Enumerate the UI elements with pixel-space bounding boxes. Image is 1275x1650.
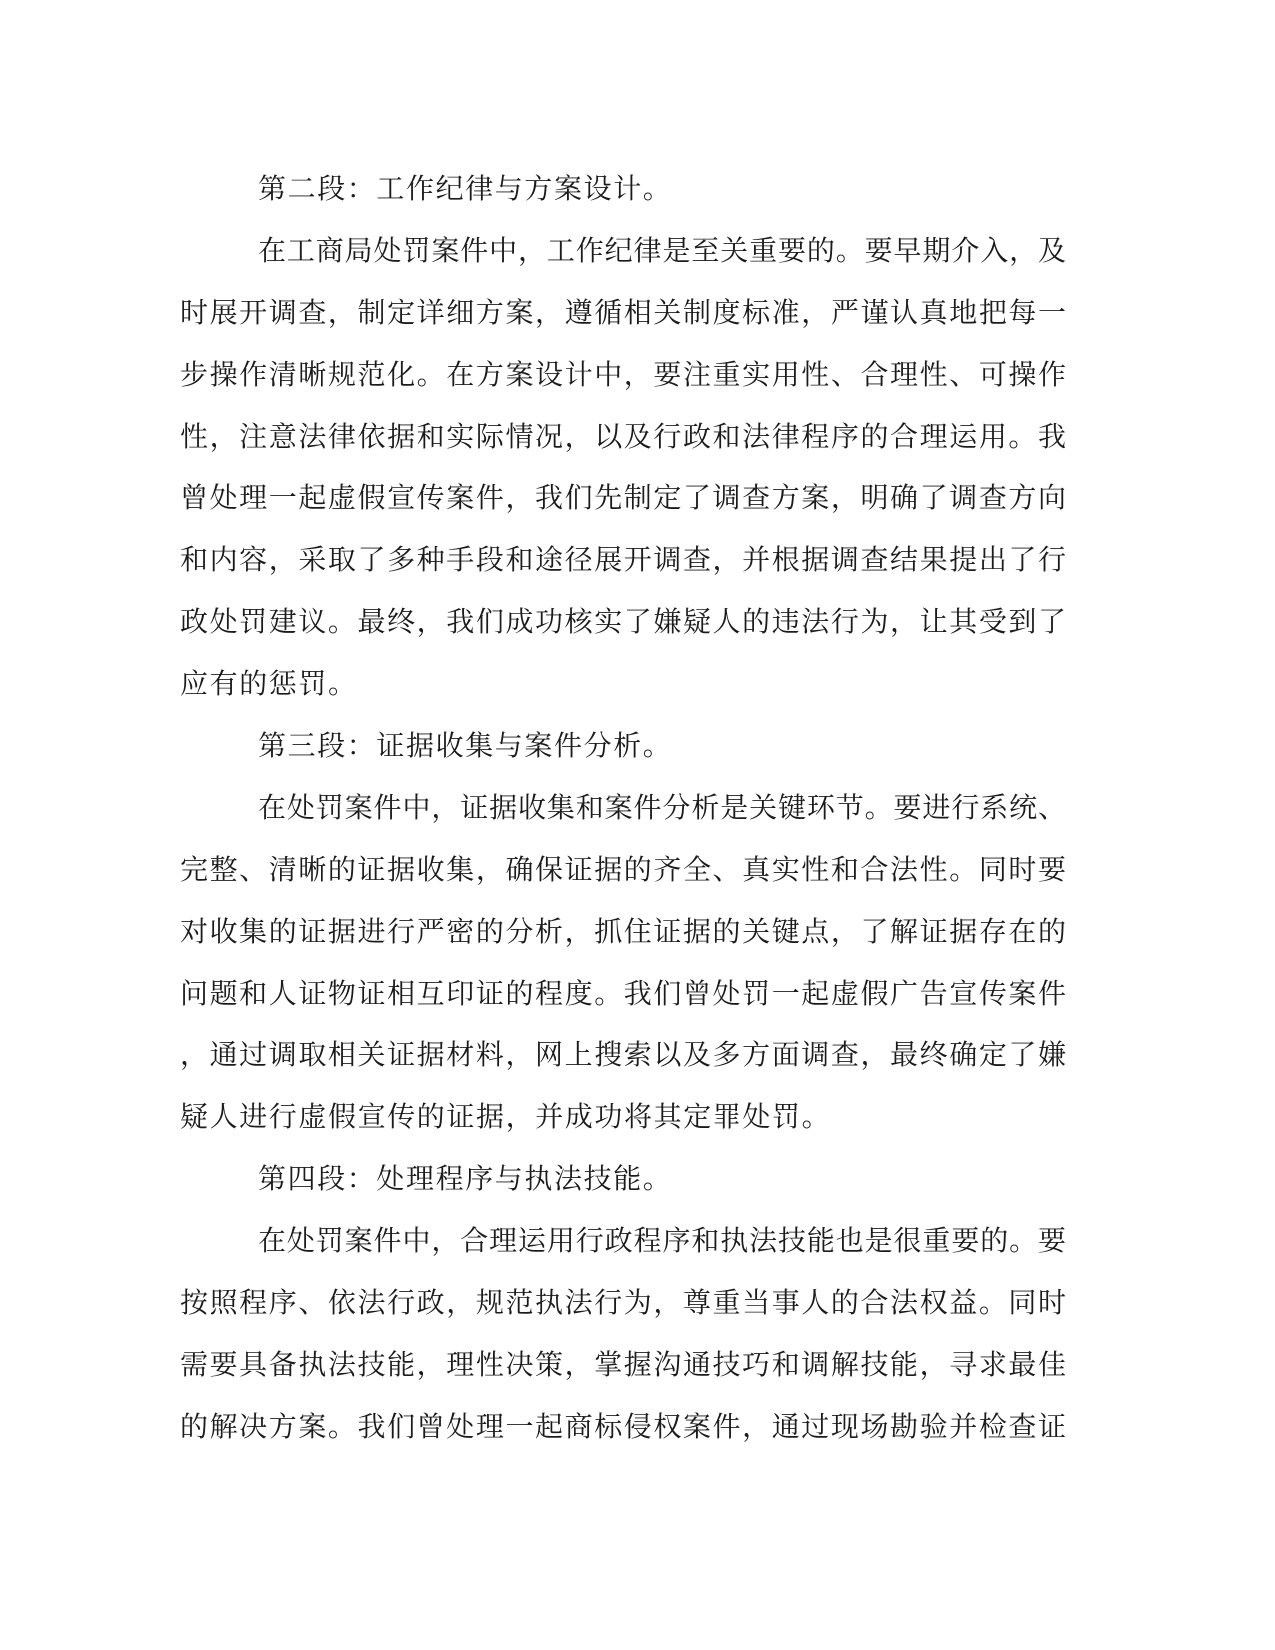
text-line: 步操作清晰规范化。在方案设计中，要注重实用性、合理性、可操作	[180, 359, 1066, 391]
text-line: 第二段：工作纪律与方案设计。	[258, 174, 673, 205]
paragraph-body	[180, 221, 1066, 716]
text-line: 性，注意法律依据和实际情况，以及行政和法律程序的合理运用。我	[180, 421, 1066, 453]
text-line: 在工商局处罚案件中，工作纪律是至关重要的。要早期介入，及	[258, 235, 1066, 267]
document-text-block	[180, 159, 1066, 1459]
paragraph-heading	[180, 1149, 1066, 1211]
text-line: 完整、清晰的证据收集，确保证据的齐全、真实性和合法性。同时要	[180, 854, 1066, 886]
text-line: 在处罚案件中，证据收集和案件分析是关键环节。要进行系统、	[258, 792, 1066, 824]
text-line: 第四段：处理程序与执法技能。	[258, 1164, 673, 1196]
text-line: 对收集的证据进行严密的分析，抓住证据的关键点，了解证据存在的	[180, 916, 1066, 948]
text-line: 时展开调查，制定详细方案，遵循相关制度标准，严谨认真地把每一	[180, 297, 1066, 329]
paragraph-heading	[180, 159, 1066, 221]
text-line: 政处罚建议。最终，我们成功核实了嫌疑人的违法行为，让其受到了	[180, 607, 1066, 639]
paragraph-body	[180, 778, 1066, 1149]
text-line: 在处罚案件中，合理运用行政程序和执法技能也是很重要的。要	[258, 1226, 1066, 1258]
text-line: 和内容，采取了多种手段和途径展开调查，并根据调查结果提出了行	[180, 545, 1066, 577]
text-line: 应有的惩罚。	[180, 669, 358, 701]
paragraph-body	[180, 1211, 1066, 1459]
text-line: 按照程序、依法行政，规范执法行为，尊重当事人的合法权益。同时	[180, 1288, 1066, 1320]
text-line: 需要具备执法技能，理性决策，掌握沟通技巧和调解技能，寻求最佳	[180, 1349, 1066, 1381]
text-line: 曾处理一起虚假宣传案件，我们先制定了调查方案，明确了调查方向	[180, 483, 1066, 515]
paragraph-heading	[180, 716, 1066, 778]
text-line: 的解决方案。我们曾处理一起商标侵权案件，通过现场勘验并检查证	[180, 1411, 1066, 1443]
text-line: 第三段：证据收集与案件分析。	[258, 731, 673, 763]
text-line: ，通过调取相关证据材料，网上搜索以及多方面调查，最终确定了嫌	[180, 1040, 1066, 1072]
text-line: 疑人进行虚假宣传的证据，并成功将其定罪处罚。	[180, 1102, 832, 1134]
text-line: 问题和人证物证相互印证的程度。我们曾处罚一起虚假广告宣传案件	[180, 978, 1066, 1010]
